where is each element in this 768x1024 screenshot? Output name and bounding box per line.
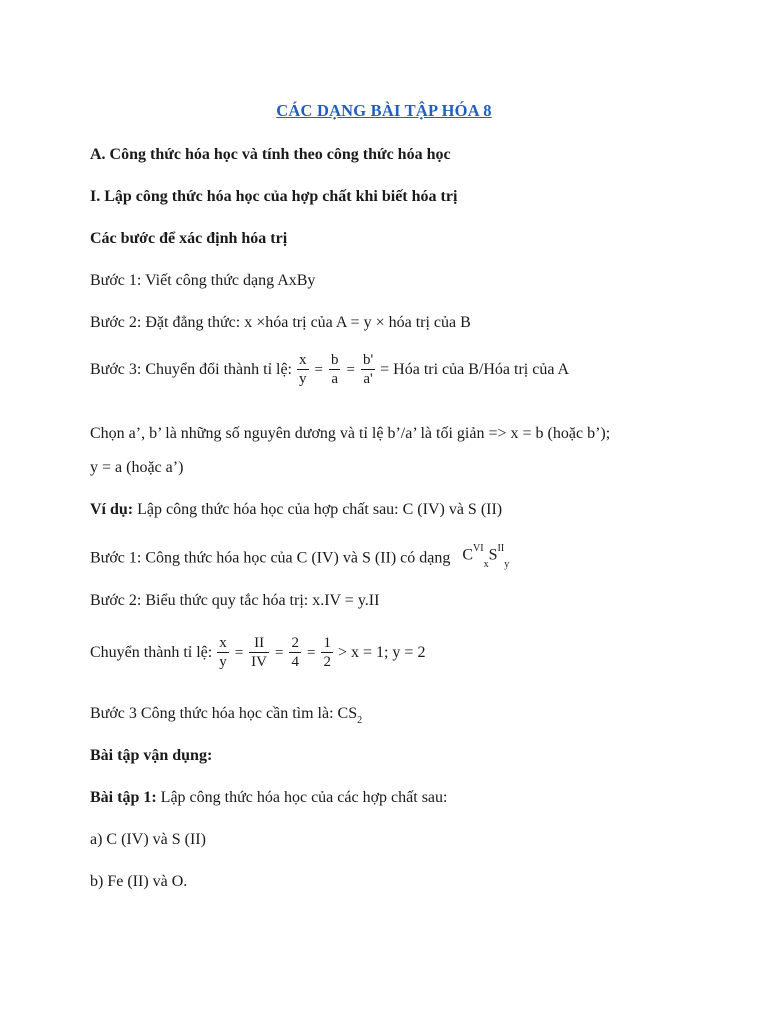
section-i-heading: I. Lập công thức hóa học của hợp chất khi biết hóa trị xyxy=(90,188,458,205)
equals-sign: = xyxy=(275,644,284,661)
fraction-b-prime-a-prime: $\frac{b'}{a'}$ xyxy=(362,352,374,387)
example-text: Lập công thức hóa học của hợp chất sau: C (IV) và S (II) xyxy=(133,501,503,518)
ratio-suffix: > x = 1; y = 2 xyxy=(337,643,426,661)
equals-sign: = xyxy=(314,361,323,378)
equals-sign: = xyxy=(306,644,316,661)
steps-heading: Các bước để xác định hóa trị xyxy=(90,230,288,247)
page-title: CÁC DẠNG BÀI TẬP HÓA 8 xyxy=(276,101,492,120)
step-3-prefix: Bước 3: Chuyển đổi thành tỉ lệ: xyxy=(90,360,292,378)
exercise-1 xyxy=(90,788,447,808)
subscript-2: 2 xyxy=(357,715,363,727)
fraction-x-y: $\frac{x}{y}$ xyxy=(219,635,227,670)
example-step-1 xyxy=(90,544,509,575)
exercise-item-a: a) C (IV) và S (II) xyxy=(90,831,206,848)
example-line xyxy=(90,500,502,520)
equals-sign: = xyxy=(234,644,244,661)
example-label: Ví dụ: xyxy=(90,501,134,518)
section-a-heading: A. Công thức hóa học và tính theo công thức hóa học xyxy=(90,146,451,163)
fraction-ii-iv: $\frac{II}{IV}$ xyxy=(251,635,267,670)
step-2: Bước 2: Đặt đẳng thức: x ×hóa trị của A = y × hóa trị của B xyxy=(90,314,471,331)
example-step-1-text: Bước 1: Công thức hóa học của C (IV) và S (II) có dạng xyxy=(90,549,451,567)
example-step-3-text: Bước 3 Công thức hóa học cần tìm là: CS xyxy=(90,705,358,722)
practice-heading: Bài tập vận dụng: xyxy=(90,747,213,764)
example-step-2: Bước 2: Biểu thức quy tắc hóa trị: x.IV = y.II xyxy=(90,592,380,609)
formula-cs: $C^{VI}_xS^{II}_y$ xyxy=(462,543,510,570)
choose-line-2: y = a (hoặc a’) xyxy=(90,459,184,476)
step-1: Bước 1: Viết công thức dạng AxBy xyxy=(90,272,316,289)
fraction-x-y: $\frac{x}{y}$ xyxy=(299,352,307,387)
fraction-b-a: $\frac{b}{a}$ xyxy=(330,352,339,387)
exercise-1-label: Bài tập 1: xyxy=(90,789,157,806)
fraction-1-2: $\frac{1}{2}$ xyxy=(323,635,331,670)
exercise-1-text: Lập công thức hóa học của các hợp chất sau: xyxy=(156,789,448,806)
equals-sign: = xyxy=(346,361,355,378)
ratio-line xyxy=(90,634,425,671)
step-3 xyxy=(90,351,569,388)
choose-line-1: Chọn a’, b’ là những số nguyên dương và tỉ lệ b’/a’ là tối giản => x = b (hoặc b’); xyxy=(90,425,611,442)
example-step-3 xyxy=(90,704,362,730)
step-3-suffix: = Hóa tri của B/Hóa trị của A xyxy=(380,360,570,378)
exercise-item-b: b) Fe (II) và O. xyxy=(90,873,188,890)
fraction-2-4: $\frac{2}{4}$ xyxy=(291,635,299,670)
ratio-prefix: Chuyển thành tỉ lệ: xyxy=(90,643,213,661)
